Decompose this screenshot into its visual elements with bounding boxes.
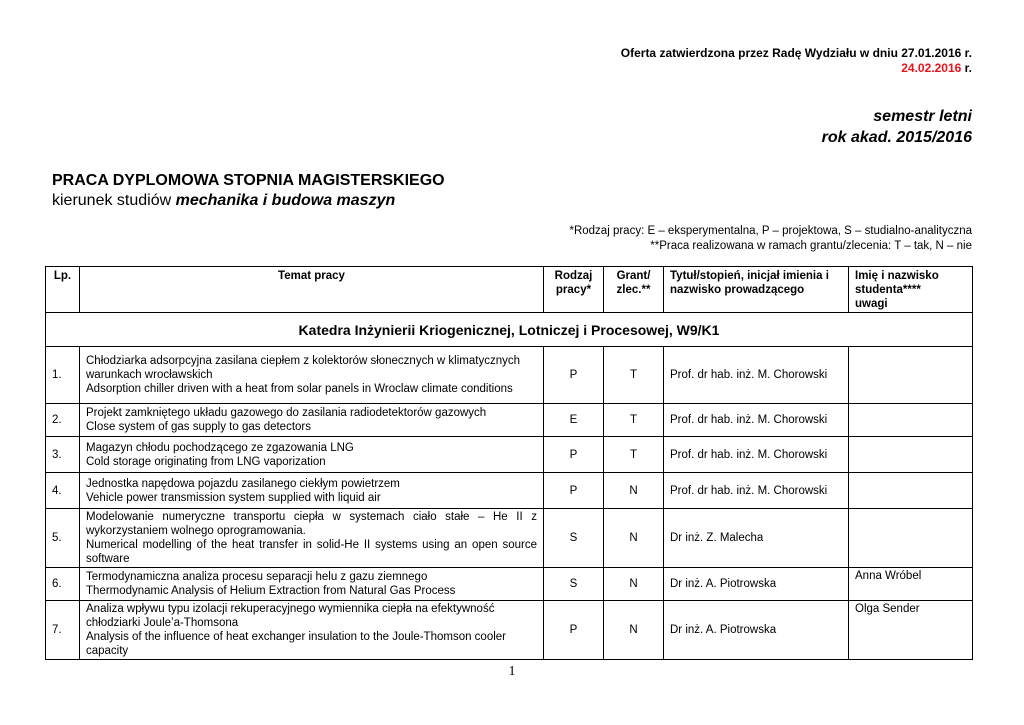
row-student bbox=[849, 473, 973, 509]
semester-block bbox=[822, 106, 972, 148]
row-topic bbox=[80, 404, 544, 437]
col-grant bbox=[604, 267, 664, 313]
department-row bbox=[46, 313, 973, 347]
approval-note bbox=[621, 46, 972, 76]
table-row bbox=[46, 568, 973, 601]
topic-pl: Jednostka napędowa pojazdu zasilanego ciekłym powietrzem bbox=[86, 477, 400, 490]
row-supervisor: Prof. dr hab. inż. M. Chorowski bbox=[664, 404, 849, 437]
col-student bbox=[849, 267, 973, 313]
row-type: S bbox=[544, 568, 604, 601]
field-name: mechanika i budowa maszyn bbox=[175, 192, 396, 209]
row-grant: T bbox=[604, 347, 664, 404]
topic-en: Thermodynamic Analysis of Helium Extraction from Natural Gas Process bbox=[86, 585, 456, 597]
legend bbox=[569, 224, 972, 254]
topic-pl: Modelowanie numeryczne transportu ciepła w systemach ciało stałe – He II z wykorzystaniem wolnego oprogramowania. bbox=[86, 511, 537, 537]
col-type-line2: pracy* bbox=[555, 284, 592, 296]
legend-grant: **Praca realizowana w ramach grantu/zlecenia: T – tak, N – nie bbox=[650, 240, 972, 252]
topic-pl: Chłodziarka adsorpcyjna zasilana ciepłem z kolektorów słonecznych w klimatycznych warunkach wrocławskich bbox=[86, 355, 520, 381]
col-grant-line1: Grant/ bbox=[616, 270, 651, 282]
row-student bbox=[849, 404, 973, 437]
topic-en: Close system of gas supply to gas detectors bbox=[86, 421, 311, 433]
row-supervisor: Prof. dr hab. inż. M. Chorowski bbox=[664, 473, 849, 509]
row-lp: 1. bbox=[46, 347, 80, 404]
row-grant: N bbox=[604, 601, 664, 660]
table-row bbox=[46, 437, 973, 473]
page-title: PRACA DYPLOMOWA STOPNIA MAGISTERSKIEGO bbox=[52, 172, 445, 189]
row-supervisor: Dr inż. Z. Malecha bbox=[664, 509, 849, 568]
table-row bbox=[46, 404, 973, 437]
col-topic: Temat pracy bbox=[80, 267, 544, 313]
topic-en: Adsorption chiller driven with a heat from solar panels in Wroclaw climate conditions bbox=[86, 383, 513, 395]
row-type: P bbox=[544, 601, 604, 660]
row-student: Anna Wróbel bbox=[849, 568, 973, 601]
table-row bbox=[46, 601, 973, 660]
row-supervisor: Prof. dr hab. inż. M. Chorowski bbox=[664, 437, 849, 473]
row-type: E bbox=[544, 404, 604, 437]
row-student bbox=[849, 509, 973, 568]
col-type bbox=[544, 267, 604, 313]
row-supervisor: Dr inż. A. Piotrowska bbox=[664, 601, 849, 660]
col-student-line2: studenta**** bbox=[855, 284, 921, 296]
field-label: kierunek studiów bbox=[52, 192, 176, 209]
row-topic bbox=[80, 601, 544, 660]
row-lp: 5. bbox=[46, 509, 80, 568]
topic-en: Cold storage originating from LNG vaporization bbox=[86, 455, 326, 468]
row-student bbox=[849, 437, 973, 473]
row-lp: 3. bbox=[46, 437, 80, 473]
approval-text: Oferta zatwierdzona przez Radę Wydziału w dniu 27.01.2016 r. bbox=[620, 46, 972, 60]
table-row bbox=[46, 473, 973, 509]
row-grant: T bbox=[604, 437, 664, 473]
row-lp: 6. bbox=[46, 568, 80, 601]
table-header bbox=[46, 267, 973, 313]
col-student-line3: uwagi bbox=[855, 298, 888, 310]
topic-pl: Termodynamiczna analiza procesu separacji helu z gazu ziemnego bbox=[86, 571, 428, 583]
row-student bbox=[849, 347, 973, 404]
row-type: P bbox=[544, 473, 604, 509]
row-student: Olga Sender bbox=[849, 601, 973, 660]
row-topic bbox=[80, 509, 544, 568]
row-topic bbox=[80, 568, 544, 601]
row-topic bbox=[80, 347, 544, 404]
field-of-study bbox=[52, 192, 395, 210]
col-lp: Lp. bbox=[46, 267, 80, 313]
col-supervisor-line1: Tytuł/stopień, inicjał imienia i bbox=[670, 270, 829, 282]
row-type: S bbox=[544, 509, 604, 568]
legend-type: *Rodzaj pracy: E – eksperymentalna, P – projektowa, S – studialno-analityczna bbox=[569, 225, 972, 237]
row-type: P bbox=[544, 347, 604, 404]
row-supervisor: Dr inż. A. Piotrowska bbox=[664, 568, 849, 601]
row-topic bbox=[80, 473, 544, 509]
topic-pl: Magazyn chłodu pochodzącego ze zgazowania LNG bbox=[86, 441, 354, 454]
topic-en: Analysis of the influence of heat exchanger insulation to the Joule-Thomson cooler capacity bbox=[86, 631, 507, 657]
row-lp: 2. bbox=[46, 404, 80, 437]
col-student-line1: Imię i nazwisko bbox=[855, 270, 939, 282]
page-number: 1 bbox=[508, 664, 516, 679]
table-row bbox=[46, 509, 973, 568]
row-grant: N bbox=[604, 473, 664, 509]
topic-pl: Analiza wpływu typu izolacji rekuperacyjnego wymiennika ciepła na efektywność chłodziarki Joule’a-Thomsona bbox=[86, 603, 495, 629]
approval-date-suffix: r. bbox=[961, 61, 972, 75]
row-supervisor: Prof. dr hab. inż. M. Chorowski bbox=[664, 347, 849, 404]
thesis-table bbox=[45, 266, 973, 660]
table-row bbox=[46, 347, 973, 404]
col-supervisor-line2: nazwisko prowadzącego bbox=[670, 284, 805, 296]
col-type-line1: Rodzaj bbox=[554, 270, 593, 282]
approval-date-2 bbox=[621, 61, 972, 76]
row-grant: N bbox=[604, 509, 664, 568]
col-grant-line2: zlec.** bbox=[616, 284, 651, 296]
semester: semestr letni bbox=[873, 108, 972, 125]
academic-year: rok akad. 2015/2016 bbox=[821, 129, 972, 146]
department-name: Katedra Inżynierii Kriogenicznej, Lotniczej i Procesowej, W9/K1 bbox=[46, 313, 973, 347]
approval-date-red: 24.02.2016 bbox=[901, 61, 962, 75]
topic-en: Numerical modelling of the heat transfer in solid-He II systems using an open source software bbox=[86, 539, 537, 565]
row-lp: 4. bbox=[46, 473, 80, 509]
topic-en: Vehicle power transmission system supplied with liquid air bbox=[86, 491, 381, 504]
col-supervisor bbox=[664, 267, 849, 313]
row-grant: T bbox=[604, 404, 664, 437]
row-topic bbox=[80, 437, 544, 473]
topic-pl: Projekt zamkniętego układu gazowego do zasilania radiodetektorów gazowych bbox=[86, 407, 487, 419]
row-grant: N bbox=[604, 568, 664, 601]
row-type: P bbox=[544, 437, 604, 473]
row-lp: 7. bbox=[46, 601, 80, 660]
